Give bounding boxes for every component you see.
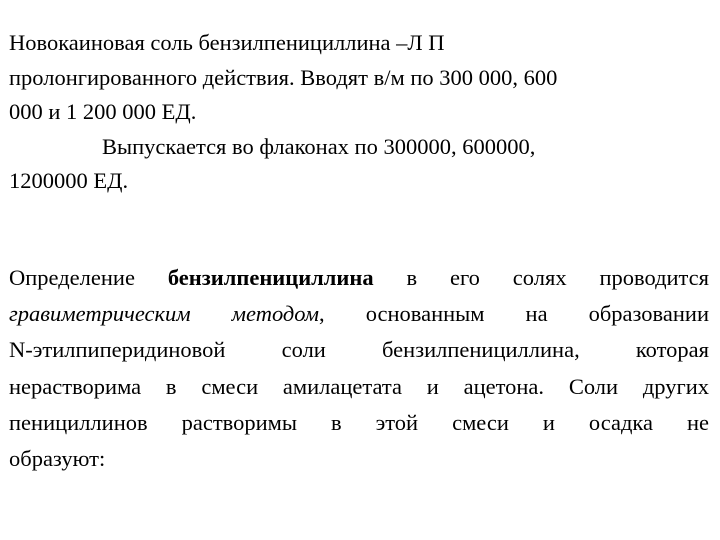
paragraph-dosage [9, 26, 709, 199]
paragraph-dosage-line-4: Выпускается во флаконах по 300000, 600000, [102, 133, 536, 159]
paragraph-determination-line-6: образуют: [9, 446, 106, 472]
paragraph-determination-line-4: нерастворима в смеси амилацетата и ацетона. Соли других [9, 373, 709, 399]
paragraph-determination-line-1 [9, 260, 709, 296]
paragraph-determination-line-2 [9, 296, 709, 332]
determination-line-1-tail: в его солях проводится [373, 265, 709, 290]
determination-intro-text: Определение [9, 265, 168, 290]
determination-bold-term: бензилпенициллина [167, 265, 374, 290]
paragraph-dosage-line-1: Новокаиновая соль бензилпенициллина –Л П [9, 30, 445, 55]
paragraph-dosage-line-5: 1200000 ЕД. [9, 168, 129, 193]
determination-line-2-tail: , основанным на образовании [319, 301, 709, 327]
paragraph-determination-line-3: N-этилпиперидиновой соли бензилпенициллина, которая [9, 337, 709, 363]
paragraph-determination [9, 260, 709, 477]
paragraph-dosage-line-3: 000 и 1 200 000 ЕД. [9, 99, 197, 124]
determination-italic-method: гравиметрическим методом [9, 301, 320, 327]
paragraph-determination-line-5: пенициллинов растворимы в этой смеси и осадка не [9, 409, 709, 435]
paragraph-dosage-line-2: пролонгированного действия. Вводят в/м по 300 000, 600 [9, 64, 558, 90]
